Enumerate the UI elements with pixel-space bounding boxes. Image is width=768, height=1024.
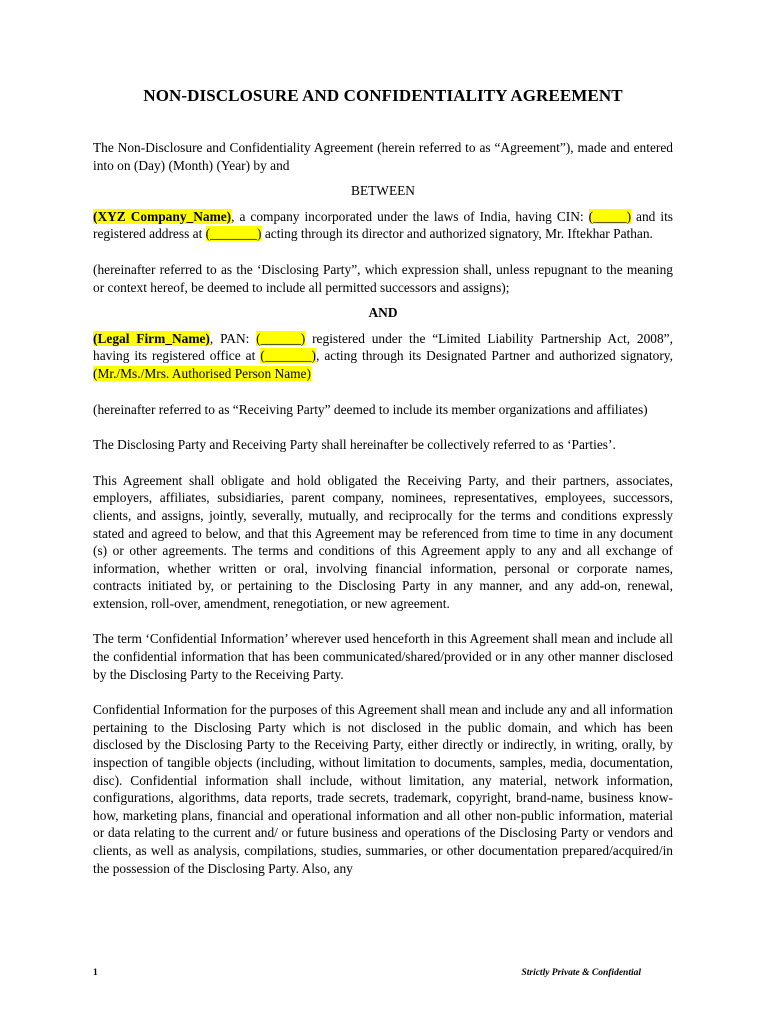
page-number: 1 — [93, 968, 98, 978]
party1-text3: acting through its director and authorized signatory, Mr. Iftekhar Pathan. — [261, 226, 653, 242]
parties-paragraph: The Disclosing Party and Receiving Party shall hereinafter be collectively referred to as ‘Parties’. — [93, 437, 616, 453]
and-heading: AND — [368, 305, 398, 321]
obligation-paragraph: This Agreement shall obligate and hold obligated the Receiving Party, and their partners, associates, employers, affiliates, subsidiaries, parent company, nominees, representatives, employees, successors, clients, and assigns, jointly, severally, mutually, and reciprocally for the terms and conditions expressly stated and agreed to below, and that this Agreement may be referenced from time to time in any document (s) or other agreements. The terms and conditions of this Agreement apply to any and all exchange of information, whether written or oral, involving financial information, personal or corporate names, contracts initiated by, or pertaining to the Disclosing Party in any manner, and any add-on, renewal, extension, roll-over, amendment, renegotiation, or new agreement. — [93, 472, 673, 611]
party2-pan: (______) — [256, 330, 306, 346]
term-definition-paragraph: The term ‘Confidential Information’ wherever used henceforth in this Agreement shall mean and include all the confidential information that has been communicated/shared/provided or in any other manner disclosed by the Disclosing Party to the Receiving Party. — [93, 631, 673, 682]
party2-text3: , acting through its Designated Partner and authorized signatory, — [316, 348, 673, 364]
party2-text2: registered under the “Limited Liability Partnership Act, 2008”, having its registered office at — [93, 330, 673, 364]
party2-text1: , PAN: — [209, 330, 257, 346]
document-title: NON-DISCLOSURE AND CONFIDENTIALITY AGREEMENT — [143, 86, 623, 105]
party1-name: (XYZ Company_Name) — [93, 208, 232, 224]
party2-paragraph — [93, 330, 673, 383]
document-page — [93, 86, 673, 877]
intro-paragraph: The Non-Disclosure and Confidentiality Agreement (herein referred to as “Agreement”), made and entered into on (Day) (Month) (Year) by and — [93, 140, 673, 173]
party1-cin: (_____) — [588, 208, 632, 224]
party1-definition: (hereinafter referred to as the ‘Disclosing Party”, which expression shall, unless repugnant to the meaning or context hereof, be deemed to include all permitted successors and assigns); — [93, 261, 673, 295]
between-heading: BETWEEN — [351, 183, 415, 199]
party1-text1: , a company incorporated under the laws of India, having CIN: — [231, 208, 589, 224]
confidentiality-label: Strictly Private & Confidential — [521, 968, 641, 978]
party2-definition: (hereinafter referred to as “Receiving Party” deemed to include its member organizations and affiliates) — [93, 401, 648, 417]
confidential-info-paragraph: Confidential Information for the purposes of this Agreement shall mean and include any and all information pertaining to the Disclosing Party which is not disclosed in the public domain, and which has been disclosed by the Disclosing Party to the Receiving Party, either directly or indirectly, in writing, orally, by inspection of tangible objects (including, without limitation to documents, samples, media, documentation, disc). Confidential information shall include, without limitation, any material, network information, configurations, algorithms, data reports, trade secrets, trademark, copyright, brand-name, business know-how, marketing plans, financial and operational information and all other non-public information, material or data relating to the current and/ or future business and operations of the Disclosing Party or vendors and clients, as well as analysis, compilations, studies, summaries, or other documentation prepared/acquired/in the possession of the Disclosing Party. Also, any — [93, 702, 673, 876]
party2-signatory: (Mr./Ms./Mrs. Authorised Person Name) — [93, 365, 311, 381]
party1-address: (_______) — [205, 226, 262, 242]
party1-text2: and its registered address at — [93, 208, 673, 242]
party2-office: (_______) — [260, 348, 317, 364]
party2-name: (Legal Firm_Name) — [93, 330, 210, 346]
party1-paragraph — [93, 208, 673, 243]
